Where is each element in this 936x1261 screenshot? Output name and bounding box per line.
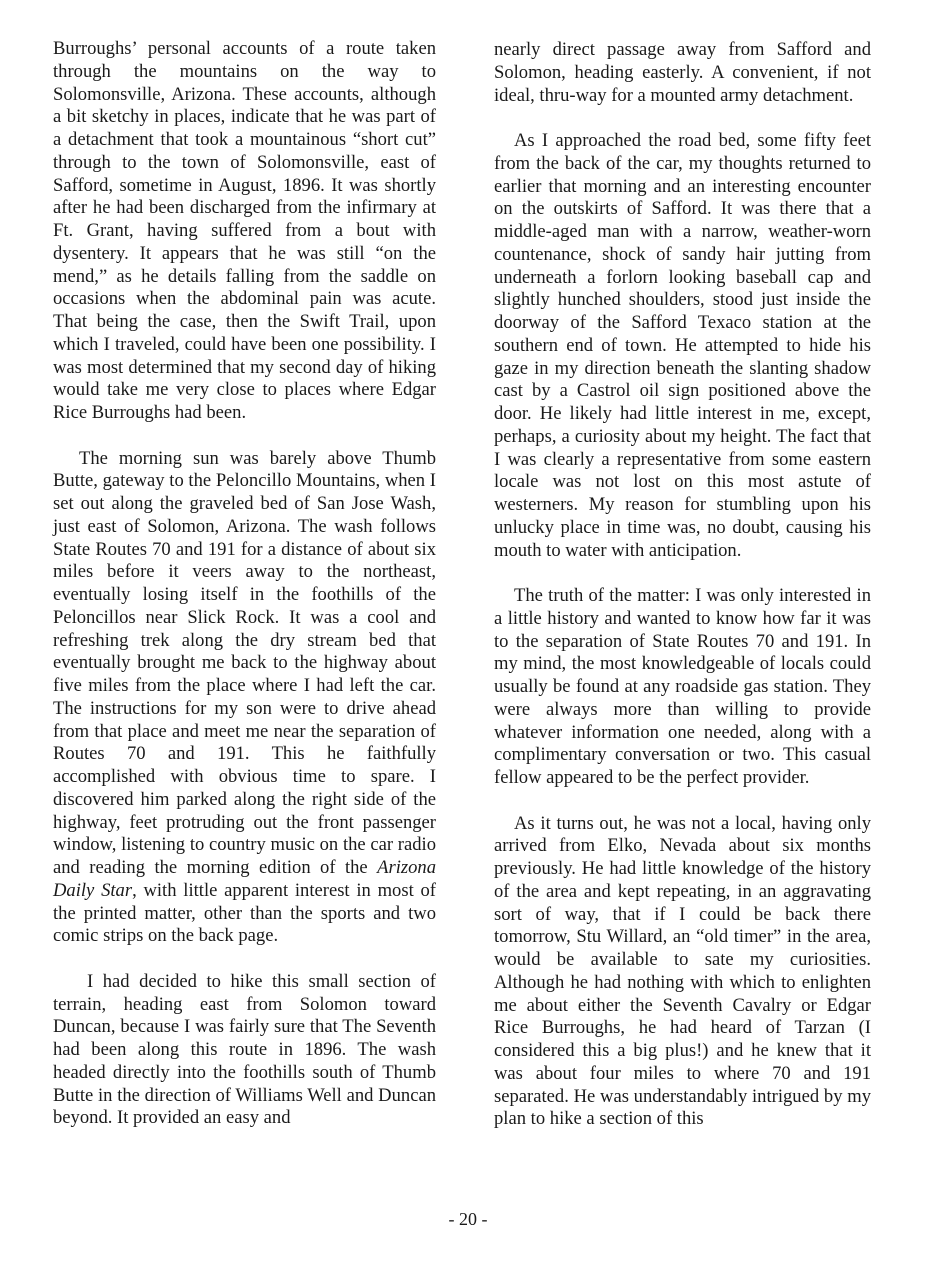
paragraph-morning-sun-text-after: , with little apparent interest in most of the printed matter, other than the sports and two comic strips on the back page.	[53, 879, 436, 947]
left-column	[53, 38, 436, 1153]
paragraph-not-a-local: As it turns out, he was not a local, having only arrived from Elko, Nevada about six months previously. He had little knowledge of the history of the area and kept repeating, in an aggravating sort of way, that if I could be back there tomorrow, Stu Willard, an “old timer” in the area, would be available to sate my curiosities. Although he had nothing with which to enlighten me about either the Seventh Cavalry or Edgar Rice Burroughs, he had heard of Tarzan (I considered this a big plus!) and he knew that it was about four miles to where 70 and 191 separated. He was understandably intrigued by my plan to hike a section of this	[494, 812, 871, 1130]
paragraph-morning-sun	[53, 448, 436, 949]
paragraph-direct-passage: nearly direct passage away from Safford and Solomon, heading easterly. A convenient, if not ideal, thru-way for a mounted army detachment.	[494, 39, 871, 106]
right-column	[494, 39, 871, 1154]
paragraph-decided-to-hike: I had decided to hike this small section of terrain, heading east from Solomon toward Duncan, because I was fairly sure that The Seventh had been along this route in 1896. The wash headed directly into the foothills south of Thumb Butte in the direction of Williams Well and Duncan beyond. It provided an easy and	[53, 970, 436, 1129]
paragraph-burroughs-accounts: Burroughs’ personal accounts of a route taken through the mountains on the way to Solomonsville, Arizona. These accounts, although a bit sketchy in places, indicate that he was part of a detachment that took a mountainous “short cut” through to the town of Solomonsville, east of Safford, sometime in August, 1896. It was shortly after he had been discharged from the infirmary at Ft. Grant, having suffered from a bout with dysentery. It appears that he was still “on the mend,” as he details falling from the saddle on occasions when the abdominal pain was acute. That being the case, then the Swift Trail, upon which I traveled, could have been one possibility. I was most determined that my second day of hiking would take me very close to places where Edgar Rice Burroughs had been.	[53, 38, 436, 423]
page-number: - 20 -	[448, 1209, 488, 1229]
paragraph-morning-sun-text-before: The morning sun was barely above Thumb Butte, gateway to the Peloncillo Mountains, when I set out along the graveled bed of San Jose Wash, just east of Solomon, Arizona. The wash follows State Routes 70 and 191 for a distance of about six miles before it veers away to the northeast, eventually losing itself in the foothills of the Peloncillos near Slick Rock. It was a cool and refreshing trek along the dry stream bed that eventually brought me back to the highway about five miles from the place where I had left the car. The instructions for my son were to drive ahead from that place and meet me near the separation of Routes 70 and 191. This he faithfully accomplished with obvious time to spare. I discovered him parked along the right side of the highway, feet protruding out the front passenger window, listening to country music on the car radio and reading the morning edition of the	[53, 447, 436, 878]
newspaper-title: Arizona Daily Star	[53, 857, 436, 901]
paragraph-truth-of-matter: The truth of the matter: I was only interested in a little history and wanted to know how far it was to the separation of State Routes 70 and 191. In my mind, the most knowledgeable of locals could usually be found at any roadside gas station. They were always more than willing to provide whatever information one needed, along with a complimentary conversation or two. This casual fellow appeared to be the perfect provider.	[494, 585, 871, 788]
paragraph-approached-road: As I approached the road bed, some fifty feet from the back of the car, my thoughts returned to earlier that morning and an interesting encounter on the outskirts of Safford. It was there that a middle-aged man with a narrow, weather-worn countenance, shock of sandy hair jutting from underneath a forlorn looking baseball cap and slightly hunched shoulders, stood just inside the doorway of the Safford Texaco station at the southern end of town. He attempted to hide his gaze in my direction beneath the slanting shadow cast by a Castrol oil sign positioned above the door. He likely had little interest in me, except, perhaps, a curiosity about my height. The fact that I was clearly a representative from some eastern locale was not lost on this most astute of westerners. My reason for stumbling upon his unlucky place in time was, no doubt, causing his mouth to water with anticipation.	[494, 130, 871, 561]
